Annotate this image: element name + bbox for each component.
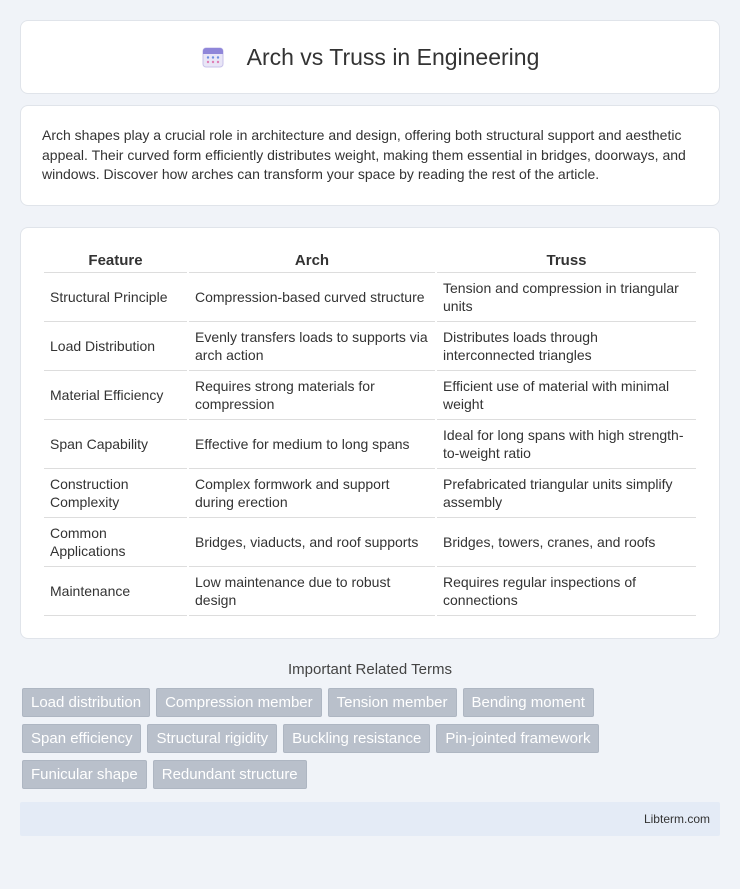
term-tag[interactable]: Structural rigidity bbox=[147, 724, 277, 753]
table-cell-feature: Span Capability bbox=[44, 420, 187, 469]
table-cell-arch: Complex formwork and support during erection bbox=[189, 469, 435, 518]
table-cell-truss: Distributes loads through interconnected triangles bbox=[437, 322, 696, 371]
term-tag[interactable]: Load distribution bbox=[22, 688, 150, 717]
page-title: Arch vs Truss in Engineering bbox=[246, 43, 540, 70]
table-row bbox=[44, 420, 696, 469]
table-cell-truss: Tension and compression in triangular units bbox=[437, 273, 696, 322]
table-row bbox=[44, 322, 696, 371]
table-cell-truss: Ideal for long spans with high strength-to-weight ratio bbox=[437, 420, 696, 469]
column-header-arch: Arch bbox=[189, 248, 435, 273]
table-cell-feature: Common Applications bbox=[44, 518, 187, 567]
table-cell-arch: Requires strong materials for compression bbox=[189, 371, 435, 420]
comparison-card bbox=[20, 227, 720, 639]
related-terms-title: Important Related Terms bbox=[288, 660, 452, 678]
term-tag[interactable]: Pin-jointed framework bbox=[436, 724, 599, 753]
header-card bbox=[20, 20, 720, 94]
table-cell-truss: Bridges, towers, cranes, and roofs bbox=[437, 518, 696, 567]
column-header-feature: Feature bbox=[44, 248, 187, 273]
table-cell-feature: Structural Principle bbox=[44, 273, 187, 322]
table-cell-feature: Load Distribution bbox=[44, 322, 187, 371]
table-cell-arch: Low maintenance due to robust design bbox=[189, 567, 435, 616]
table-row bbox=[44, 371, 696, 420]
comparison-table bbox=[42, 248, 698, 616]
table-row bbox=[44, 518, 696, 567]
intro-card bbox=[20, 105, 720, 206]
intro-text: Arch shapes play a crucial role in architecture and design, offering both structural support and aesthetic appeal. Their curved form efficiently distributes weight, making them essential in bridges, doorways, and windows. Discover how arches can transform your space by reading the rest of the article. bbox=[42, 127, 686, 182]
footer-site-link[interactable]: Libterm.com bbox=[643, 811, 710, 826]
table-header-row bbox=[44, 248, 696, 273]
table-cell-feature: Material Efficiency bbox=[44, 371, 187, 420]
term-tag[interactable]: Span efficiency bbox=[22, 724, 141, 753]
term-tag[interactable]: Bending moment bbox=[463, 688, 594, 717]
table-cell-truss: Prefabricated triangular units simplify assembly bbox=[437, 469, 696, 518]
term-tag[interactable]: Tension member bbox=[328, 688, 457, 717]
table-cell-truss: Efficient use of material with minimal weight bbox=[437, 371, 696, 420]
table-row bbox=[44, 273, 696, 322]
calendar-icon bbox=[201, 45, 225, 69]
term-tag[interactable]: Redundant structure bbox=[153, 760, 307, 789]
table-cell-feature: Maintenance bbox=[44, 567, 187, 616]
table-cell-truss: Requires regular inspections of connections bbox=[437, 567, 696, 616]
term-tag[interactable]: Compression member bbox=[156, 688, 322, 717]
table-row bbox=[44, 469, 696, 518]
footer bbox=[20, 802, 720, 836]
table-row bbox=[44, 567, 696, 616]
column-header-truss: Truss bbox=[437, 248, 696, 273]
table-cell-arch: Compression-based curved structure bbox=[189, 273, 435, 322]
table-cell-arch: Evenly transfers loads to supports via arch action bbox=[189, 322, 435, 371]
term-tag[interactable]: Buckling resistance bbox=[283, 724, 430, 753]
term-tag[interactable]: Funicular shape bbox=[22, 760, 147, 789]
related-terms-list bbox=[22, 688, 720, 796]
table-cell-feature: Construction Complexity bbox=[44, 469, 187, 518]
table-cell-arch: Effective for medium to long spans bbox=[189, 420, 435, 469]
table-cell-arch: Bridges, viaducts, and roof supports bbox=[189, 518, 435, 567]
